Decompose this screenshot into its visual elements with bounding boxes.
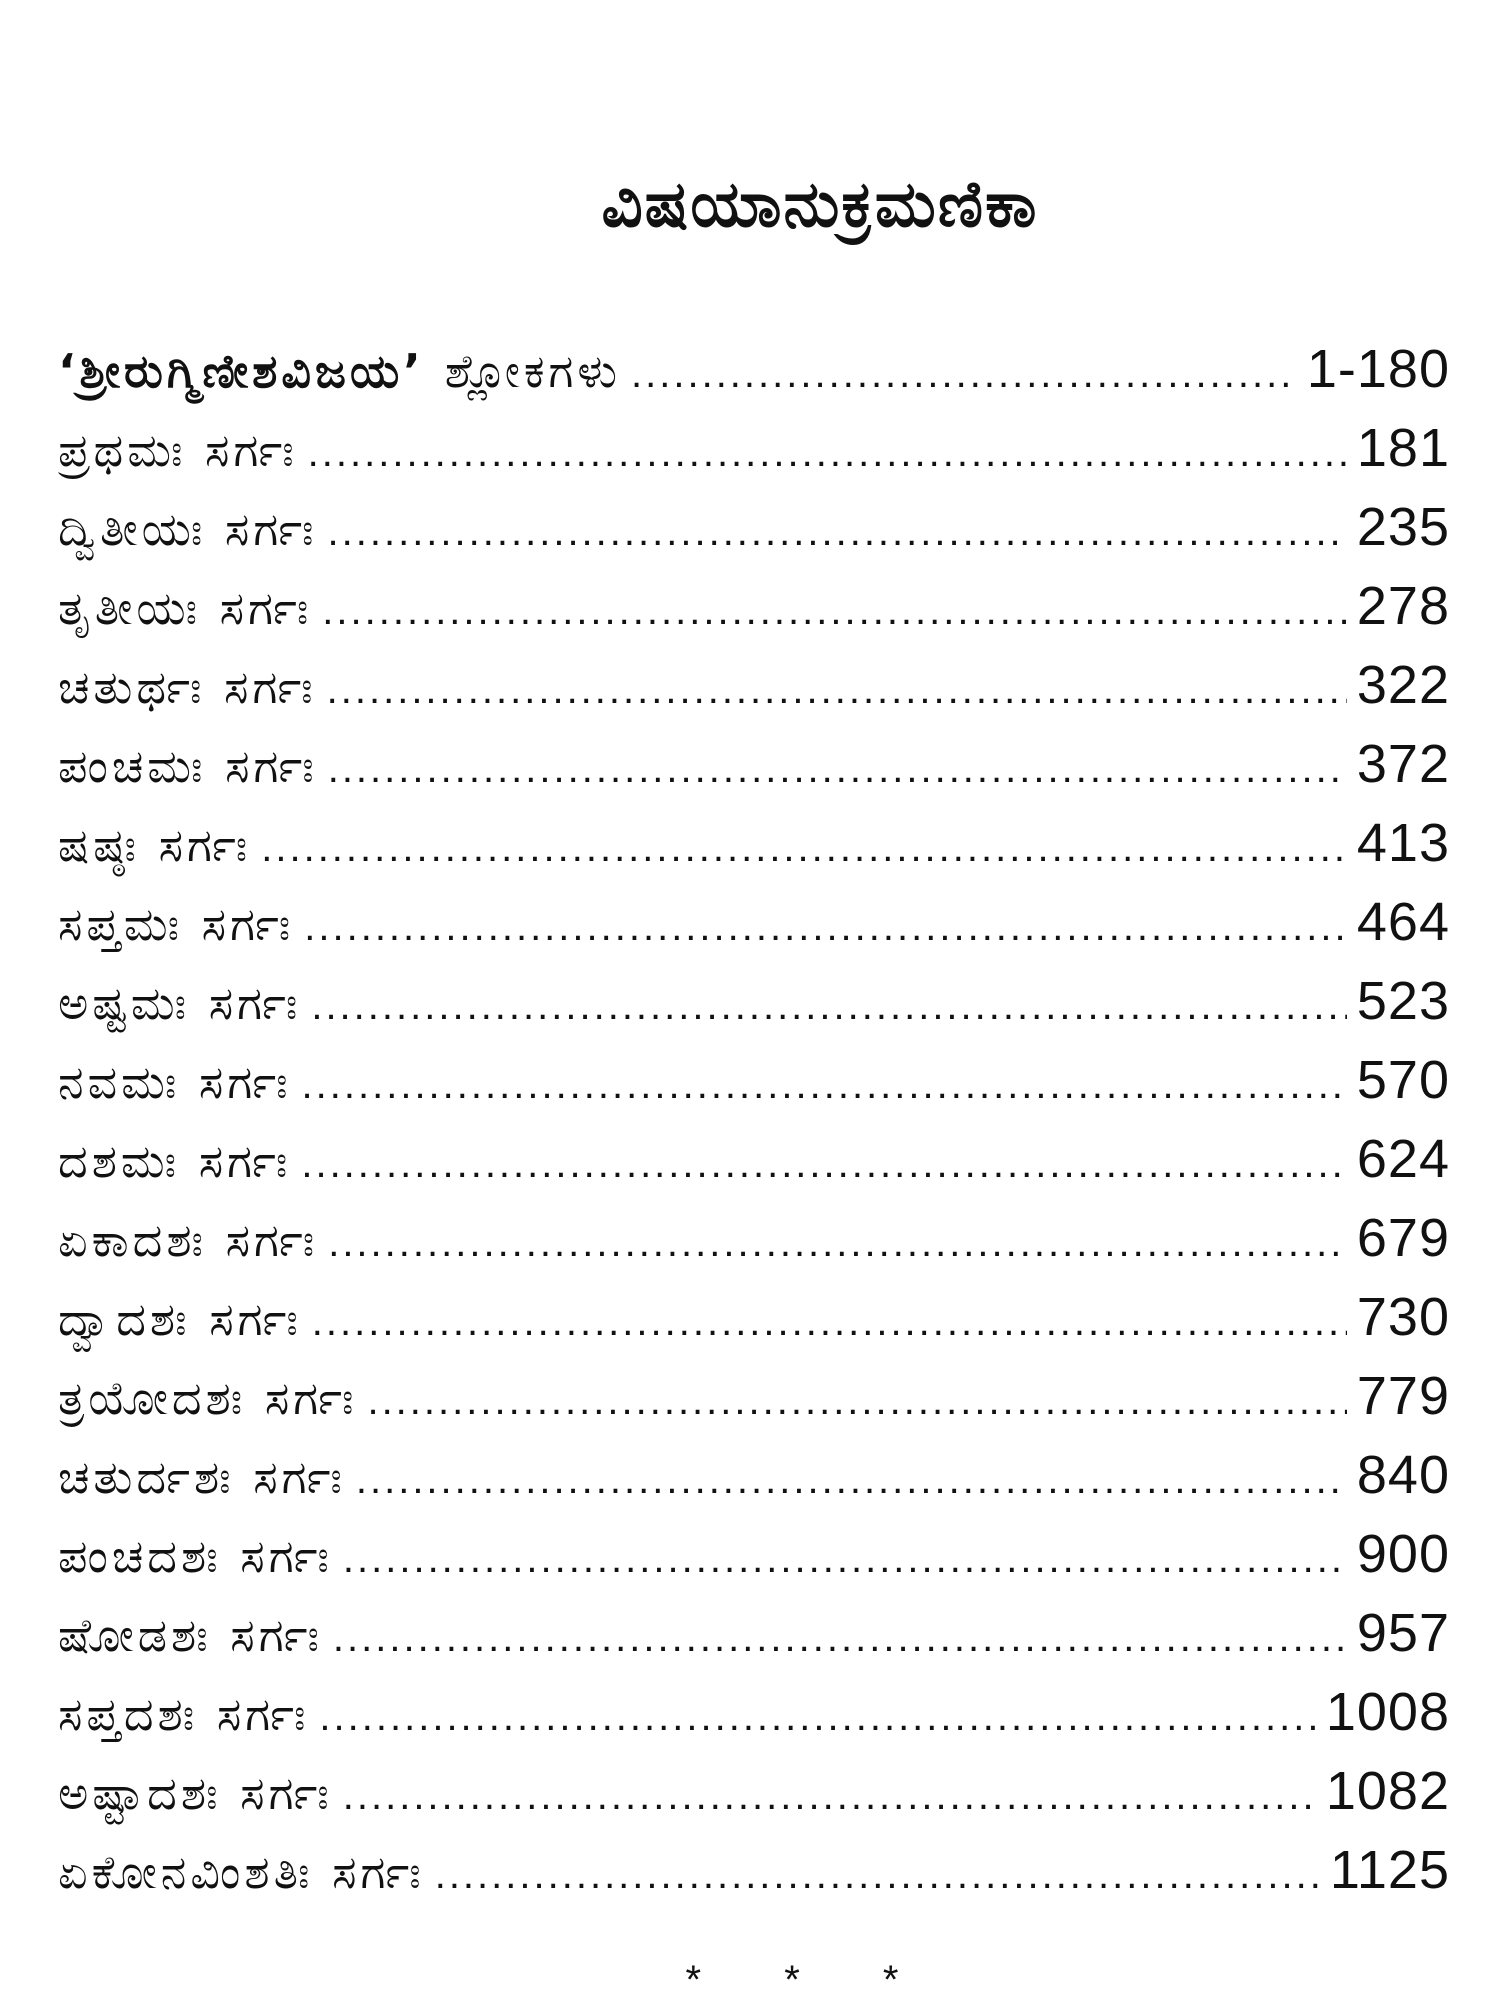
toc-entry-label: ಏಕಾದಶಃ ಸರ್ಗಃ	[58, 1213, 319, 1267]
toc-entry	[58, 962, 1450, 1041]
dot-leader	[302, 1046, 1347, 1125]
toc-entry-label: ದಶಮಃ ಸರ್ಗಃ	[58, 1134, 292, 1188]
toc-entry	[58, 1199, 1450, 1278]
toc-entry-label: ಪಂಚದಶಃ ಸರ್ಗಃ	[58, 1529, 333, 1583]
toc-entry-label: ದ್ವಿತೀಯಃ ಸರ್ಗಃ	[58, 502, 318, 556]
toc-entry	[58, 1831, 1450, 1910]
dot-leader	[328, 493, 1347, 572]
toc-entry-page: 624	[1356, 1129, 1450, 1189]
toc-entry	[58, 1436, 1450, 1515]
toc-entry-label: ಸಪ್ತಮಃ ಸರ್ಗಃ	[58, 897, 295, 951]
toc-entry	[58, 488, 1450, 567]
dot-leader	[435, 1836, 1320, 1915]
toc-entry-page: 523	[1356, 971, 1450, 1031]
toc-entry-page: 181	[1356, 418, 1450, 478]
dot-leader	[301, 1125, 1347, 1204]
toc-entry-page: 779	[1356, 1366, 1450, 1426]
toc-entry-page: 322	[1356, 655, 1450, 715]
toc-entry-page: 372	[1356, 734, 1450, 794]
dot-leader	[312, 1283, 1347, 1362]
toc-entry-label: ಪಂಚಮಃ ಸರ್ಗಃ	[58, 739, 318, 793]
toc-entry-label: ಷಷ್ಠಃ ಸರ್ಗಃ	[58, 818, 252, 872]
dot-leader	[631, 335, 1297, 414]
toc-entry	[58, 330, 1450, 409]
toc-entry-label	[58, 332, 621, 411]
toc-entry-page: 730	[1356, 1287, 1450, 1347]
toc-entry-page: 957	[1356, 1603, 1450, 1663]
table-of-contents	[58, 330, 1450, 1910]
toc-entry	[58, 1515, 1450, 1594]
toc-entry-page: 1082	[1325, 1761, 1450, 1821]
dot-leader	[367, 1362, 1346, 1441]
toc-entry-label: ದ್ವಾದಶಃ ಸರ್ಗಃ	[58, 1292, 302, 1346]
dot-leader	[319, 1678, 1315, 1757]
toc-entry-page: 1-180	[1306, 339, 1450, 399]
toc-entry	[58, 409, 1450, 488]
toc-entry-page: 1008	[1325, 1682, 1450, 1742]
toc-entry-label: ತೃತೀಯಃ ಸರ್ಗಃ	[58, 581, 313, 635]
toc-entry-suffix: ಶ್ಲೋಕಗಳು	[444, 344, 622, 398]
toc-entry-label: ಸಪ್ತದಶಃ ಸರ್ಗಃ	[58, 1687, 310, 1741]
toc-entry	[58, 1752, 1450, 1831]
toc-entry-page: 570	[1356, 1050, 1450, 1110]
toc-entry-label: ಚತುರ್ಥಃ ಸರ್ಗಃ	[58, 660, 317, 714]
toc-entry-label: ಏಕೋನವಿಂಶತಿಃ ಸರ್ಗಃ	[58, 1845, 425, 1899]
toc-entry	[58, 1120, 1450, 1199]
toc-entry	[58, 804, 1450, 883]
toc-entry	[58, 883, 1450, 962]
toc-entry-page: 464	[1356, 892, 1450, 952]
toc-entry-label: ತ್ರಯೋದಶಃ ಸರ್ಗಃ	[58, 1371, 358, 1425]
toc-entry-label: ಅಷ್ಟಾದಶಃ ಸರ್ಗಃ	[58, 1766, 333, 1820]
toc-entry-page: 900	[1356, 1524, 1450, 1584]
toc-entry-label: ಅಷ್ಟಮಃ ಸರ್ಗಃ	[58, 976, 302, 1030]
toc-entry	[58, 1673, 1450, 1752]
dot-leader	[343, 1757, 1316, 1836]
dot-leader	[328, 1204, 1347, 1283]
dot-leader	[311, 967, 1347, 1046]
toc-entry-title: ‘ಶ್ರೀರುಗ್ಮಿಣೀಶವಿಜಯ’	[58, 344, 425, 398]
toc-entry-page: 679	[1356, 1208, 1450, 1268]
toc-entry	[58, 725, 1450, 804]
dot-leader	[343, 1520, 1347, 1599]
toc-entry-label: ನವಮಃ ಸರ್ಗಃ	[58, 1055, 292, 1109]
dot-leader	[327, 651, 1347, 730]
dot-leader	[356, 1441, 1347, 1520]
dot-leader	[304, 888, 1347, 967]
toc-entry	[58, 646, 1450, 725]
dot-leader	[261, 809, 1347, 888]
dot-leader	[328, 730, 1347, 809]
toc-entry-page: 235	[1356, 497, 1450, 557]
toc-entry	[58, 567, 1450, 646]
dot-leader	[333, 1599, 1347, 1678]
toc-entry	[58, 1278, 1450, 1357]
toc-entry-page: 278	[1356, 576, 1450, 636]
toc-entry	[58, 1357, 1450, 1436]
toc-entry	[58, 1041, 1450, 1120]
dot-leader	[308, 414, 1347, 493]
toc-entry-page: 413	[1356, 813, 1450, 873]
toc-entry-label: ಷೋಡಶಃ ಸರ್ಗಃ	[58, 1608, 323, 1662]
dot-leader	[322, 572, 1347, 651]
toc-entry-page: 1125	[1329, 1840, 1450, 1900]
toc-entry-label: ಚತುರ್ದಶಃ ಸರ್ಗಃ	[58, 1450, 346, 1504]
toc-entry-page: 840	[1356, 1445, 1450, 1505]
toc-entry	[58, 1594, 1450, 1673]
end-mark: * * *	[685, 1958, 935, 2002]
page-title: ವಿಷಯಾನುಕ್ರಮಣಿಕಾ	[601, 168, 1039, 242]
toc-entry-label: ಪ್ರಥಮಃ ಸರ್ಗಃ	[58, 423, 298, 477]
